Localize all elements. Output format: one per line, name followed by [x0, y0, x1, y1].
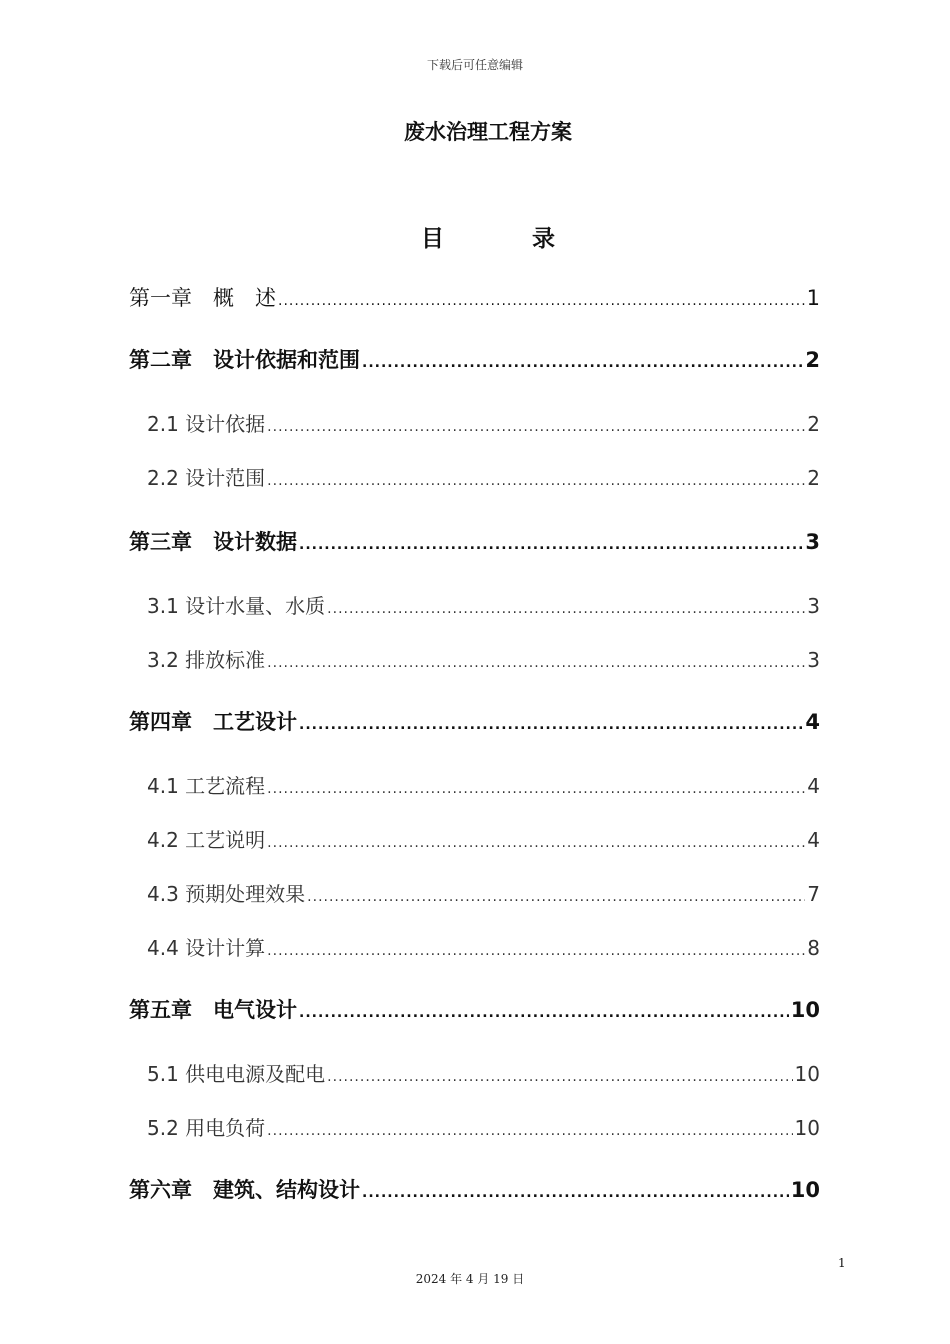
toc-entry-page: 7 [807, 882, 820, 906]
toc-entry[interactable] [147, 462, 820, 491]
toc-entry-page: 2 [807, 412, 820, 436]
toc-entry[interactable] [147, 644, 820, 673]
toc-heading: 目 录 [420, 226, 555, 252]
toc-entry-page: 2 [805, 348, 820, 372]
toc-entry-page: 1 [806, 286, 820, 310]
toc-entry[interactable] [129, 706, 820, 736]
toc-dot-leader [299, 1005, 789, 1021]
toc-dot-leader [267, 655, 805, 671]
toc-entry-page: 10 [790, 998, 820, 1022]
toc-entry-label: 第五章 电气设计 [129, 998, 297, 1022]
toc-dot-leader [278, 293, 805, 309]
toc-dot-leader [327, 601, 805, 617]
toc-entry[interactable] [147, 878, 820, 907]
toc-entry[interactable] [147, 1058, 820, 1087]
toc-entry-label: 3.1 设计水量、水质 [147, 594, 326, 618]
toc-entry-page: 10 [794, 1116, 820, 1140]
toc-entry-page: 4 [807, 828, 820, 852]
toc-entry-label: 第一章 概 述 [129, 286, 276, 310]
toc-entry[interactable] [129, 282, 820, 312]
toc-entry-label: 3.2 排放标准 [147, 648, 266, 672]
toc-entry-label: 4.2 工艺说明 [147, 828, 266, 852]
toc-dot-leader [362, 355, 803, 371]
toc-entry-label: 5.1 供电电源及配电 [147, 1062, 326, 1086]
toc-entry-label: 第二章 设计依据和范围 [129, 348, 360, 372]
toc-dot-leader [299, 537, 803, 553]
toc-dot-leader [267, 419, 805, 435]
toc-entry[interactable] [129, 1174, 820, 1204]
toc-entry-label: 4.4 设计计算 [147, 936, 266, 960]
toc-entry-label: 第六章 建筑、结构设计 [129, 1178, 360, 1202]
toc-dot-leader [327, 1069, 792, 1085]
toc-entry-page: 3 [807, 594, 820, 618]
toc-entry-page: 8 [807, 936, 820, 960]
toc-entry-label: 5.2 用电负荷 [147, 1116, 266, 1140]
header-note: 下载后可任意编辑 [426, 58, 523, 72]
toc-entry[interactable] [129, 994, 820, 1024]
toc-dot-leader [267, 473, 805, 489]
toc-dot-leader [267, 943, 805, 959]
toc-dot-leader [267, 781, 805, 797]
toc-entry[interactable] [129, 526, 820, 556]
toc-entry-label: 4.1 工艺流程 [147, 774, 266, 798]
page-number: 1 [838, 1256, 846, 1270]
toc-entry-page: 4 [805, 710, 820, 734]
toc-entry-page: 10 [794, 1062, 820, 1086]
toc-entry-page: 2 [807, 466, 820, 490]
footer-date: 2024 年 4 月 19 日 [415, 1272, 525, 1286]
toc-entry-page: 4 [807, 774, 820, 798]
toc-entry[interactable] [147, 824, 820, 853]
toc-entry-label: 2.2 设计范围 [147, 466, 266, 490]
toc-entry[interactable] [129, 344, 820, 374]
toc-entry-label: 4.3 预期处理效果 [147, 882, 306, 906]
toc-entry[interactable] [147, 932, 820, 961]
toc-entry[interactable] [147, 1112, 820, 1141]
toc-dot-leader [307, 889, 805, 905]
toc-entry[interactable] [147, 408, 820, 437]
toc-dot-leader [267, 1123, 792, 1139]
toc-entry[interactable] [147, 590, 820, 619]
toc-entry-label: 第四章 工艺设计 [129, 710, 297, 734]
toc-entry-label: 2.1 设计依据 [147, 412, 266, 436]
toc-dot-leader [267, 835, 805, 851]
document-title: 废水治理工程方案 [404, 120, 572, 144]
toc-dot-leader [299, 717, 803, 733]
toc-entry-page: 3 [807, 648, 820, 672]
toc-entry-label: 第三章 设计数据 [129, 530, 297, 554]
toc-entry[interactable] [147, 770, 820, 799]
toc-dot-leader [362, 1185, 789, 1201]
toc-entry-page: 10 [790, 1178, 820, 1202]
toc-entry-page: 3 [805, 530, 820, 554]
